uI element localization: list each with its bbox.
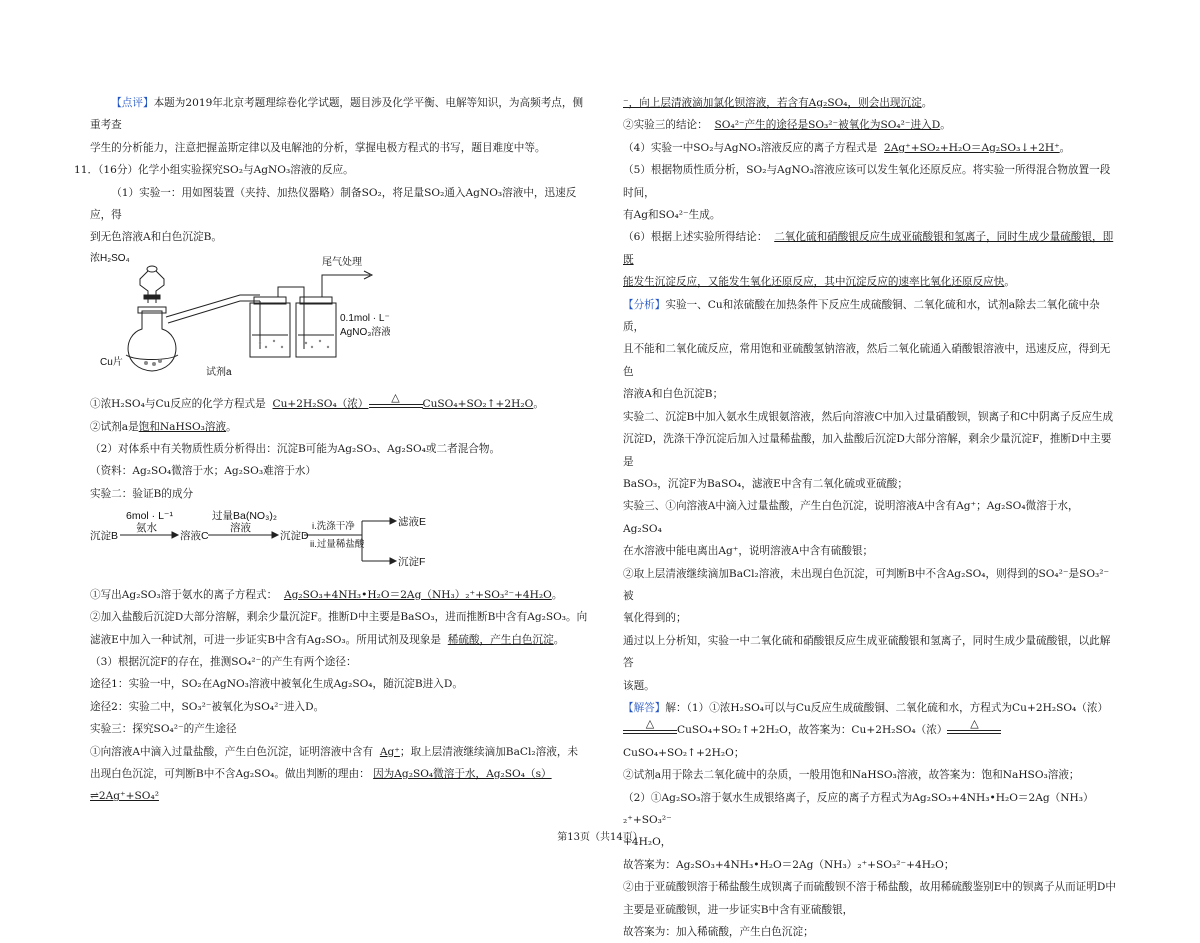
q3-1-line-2: 出现白色沉淀，可判断B中不含Ag₂SO₄。做出判断的理由： 因为Ag₂SO₄微溶于水，Ag₂SO₄（s）⇌2Ag⁺+SO₄² [90,767,552,803]
r3-answer: 2Ag⁺+SO₂+H₂O＝Ag₂SO₃↓+2H⁺ [884,141,1060,154]
r2-line: ②实验三的结论： SO₄²⁻产生的途径是SO₃²⁻被氧化为SO₄²⁻进入D。 [623,119,951,132]
flow-excess-ba: 过量Ba(NO₃)₂ [212,510,277,523]
flow-hcl: ii.过量稀盐酸 [310,539,365,551]
analysis-line-9: ②取上层清液继续滴加BaCl₂溶液，未出现白色沉淀，可判断B中不含Ag₂SO₄，则得到的SO₄²⁻是SO₃²⁻被 [623,567,1110,602]
analysis-line-6: BaSO₃，沉淀F为BaSO₄，滤液E中含有二氧化硫或亚硫酸； [623,477,908,490]
label-tail-gas: 尾气处理 [322,256,362,268]
apparatus-diagram [90,251,390,383]
flow-solution: 溶液 [230,522,251,535]
q3-1-answer: Ag⁺ [379,745,400,758]
flow-filtrate-e: 滤液E [398,516,427,529]
comment-tag: 【点评】 [111,97,154,109]
flow-wash: i.洗涤干净 [312,521,355,533]
flow-ppt-f: 沉淀F [398,556,426,569]
q3-1-reason: 因为Ag₂SO₄微溶于水，Ag₂SO₄（s）⇌2Ag⁺+SO₄² [90,767,552,803]
r4-line-2: 有Ag和SO₄²⁻生成。 [623,209,721,222]
answer-line-4: （2）①Ag₂SO₃溶于氨水生成银络离子，反应的离子方程式为Ag₂SO₃+4NH₃•H₂O＝2Ag（NH₃）₂⁺+SO₃²⁻ [623,791,1094,826]
flask-liquid [126,355,178,360]
heat-condition: △ [369,395,423,409]
exp2-title: 实验二：验证B的成分 [90,487,194,500]
answer-tag: 【解答】 [623,701,666,714]
round-bottom-flask [128,311,176,371]
r5-answer-2: 能发生沉淀反应，又能发生氧化还原反应，其中沉淀反应的速率比氧化还原反应快 [623,276,1005,289]
funnel-stopcock [144,295,160,299]
q1-2-answer: 饱和NaHSO₃溶液 [138,420,227,433]
answer-line-7: ②由于亚硫酸钡溶于稀盐酸生成钡离子而硫酸钡不溶于稀盐酸，故用稀硫酸鉴别E中的钡离子从而证明D中 [623,881,1116,894]
delivery-tube [166,295,260,323]
q2-1-line: ①写出Ag₂SO₃溶于氨水的离子方程式： Ag₂SO₃+4NH₃•H₂O＝2Ag（NH₃）₂⁺+SO₃²⁻+4H₂O。 [90,588,563,601]
answer-line-9: 故答案为：加入稀硫酸，产生白色沉淀； [623,926,814,939]
answer-line-3: ②试剂a用于除去二氧化硫中的杂质，一般用饱和NaHSO₃溶液，故答案为：饱和NaHSO₃溶液； [623,769,1080,782]
exp1-line-2: 到无色溶液A和白色沉淀B。 [90,231,222,244]
label-conc-h2so4: 浓H₂SO₄ [90,252,130,264]
gas-bottle-1 [250,303,290,357]
label-agno3: AgNO₃溶液 [340,326,390,338]
bottle-1-tubes [260,287,304,349]
flow-ammonia: 氨水 [136,522,157,535]
route-2: 途径2：实验二中，SO₃²⁻被氧化为SO₄²⁻进入D。 [90,700,325,713]
q2-2-line-2: 滤液E中加入一种试剂，可进一步证实B中含有Ag₂SO₃。所用试剂及现象是 稀硫酸，产生白色沉淀。 [90,633,565,646]
exp1-line-1: （1）实验一：用如图装置（夹持、加热仪器略）制备SO₂，将足量SO₂通入AgNO₃溶液中，迅速反应，得 [90,186,577,222]
analysis-tag: 【分析】 [623,298,666,311]
q3-line: （3）根据沉淀F的存在，推测SO₄²⁻的产生有两个途径： [90,655,357,668]
label-concentration: 0.1mol · L⁻¹ [340,312,390,324]
heat-condition-3: △ [947,721,1001,735]
r5-line-2: 能发生沉淀反应，又能发生氧化还原反应，其中沉淀反应的速率比氧化还原反应快。 [623,276,1015,289]
analysis-line-10: 氧化得到的； [623,612,687,625]
r1-line: ⁻，向上层清液滴加氯化钡溶液，若含有Ag₂SO₄，则会出现沉淀。 [623,97,933,109]
gas-bottle-2 [296,303,336,357]
answer-line-8: 主要是亚硫酸钡，进一步证实B中含有亚硫酸银， [623,903,854,916]
r3-line: （4）实验一中SO₂与AgNO₃溶液反应的离子方程式是 2Ag⁺+SO₂+H₂O＝Ag₂SO₃↓+2H⁺。 [623,141,1071,154]
comment-line-1: 【点评】本题为2019年北京考题理综卷化学试题，题目涉及化学平衡、电解等知识，为高频考点，侧重考查 [90,97,584,132]
flow-ppt-b: 沉淀B [90,530,119,543]
label-cu: Cu片 [100,356,123,368]
analysis-line-4: 实验二、沉淀B中加入氨水生成银氨溶液，然后向溶液C中加入过量硝酸钡，钡离子和C中阴离子反应生成 [623,410,1114,423]
q3-1-line-1: ①向溶液A中滴入过量盐酸，产生白色沉淀，证明溶液中含有 Ag⁺；取上层清液继续滴加BaCl₂溶液，未 [90,745,579,758]
apparatus-figure [90,251,590,391]
r4-line-1: （5）根据物质性质分析，SO₂与AgNO₃溶液应该可以发生氧化还原反应。将实验一所得混合物放置一段时间， [623,164,1111,199]
analysis-line-7: 实验三、①向溶液A中滴入过量盐酸，产生白色沉淀，说明溶液A中含有Ag⁺；Ag₂SO₄微溶于水，Ag₂SO₄ [623,500,1079,535]
comment-line-2: 学生的分析能力，注意把握盖斯定律以及电解池的分析，掌握电极方程式的书写，题目难度中等。 [90,141,546,154]
q2-line: （2）对体系中有关物质性质分析得出：沉淀B可能为Ag₂SO₃、Ag₂SO₄或二者混合物。 [90,443,501,456]
q2-2-line-1: ②加入盐酸后沉淀D大部分溶解，剩余少量沉淀F。推断D中主要是BaSO₃，进而推断B中含有Ag₂SO₃。向 [90,611,588,624]
r2-answer: SO₄²⁻产生的途径是SO₃²⁻被氧化为SO₄²⁻进入D [714,119,941,132]
flow-ammonia-conc: 6mol · L⁻¹ [126,510,173,523]
answer-line-2: △ CuSO₄+SO₂↑+2H₂O，故答案为：Cu+2H₂SO₄（浓） △ CuSO₄+SO₂↑+2H₂O； [623,719,1117,764]
heat-condition-2: △ [623,721,677,735]
answer-line-6: 故答案为：Ag₂SO₃+4NH₃•H₂O＝2Ag（NH₃）₂⁺+SO₃²⁻+4H₂O； [623,858,955,871]
flow-diagram [90,507,430,573]
label-reagent-a: 试剂a [206,366,232,378]
funnel-stopper [147,266,157,272]
answer-line-1: 【解答】解：（1）①浓H₂SO₄可以与Cu反应生成硫酸铜、二氧化硫和水，方程式为Cu+2H₂SO₄（浓） [623,701,1109,714]
page-footer: 第13页（共14页） [557,832,643,843]
left-column [74,92,590,808]
q2-reference: （资料：Ag₂SO₄微溶于水；Ag₂SO₃难溶于水） [90,465,317,478]
right-column [623,92,1117,943]
flow-ppt-d: 沉淀D [280,530,309,543]
q1-1-line: ①浓H₂SO₄与Cu反应的化学方程式是 Cu+2H₂SO₄（浓） △ CuSO₄+SO₂↑+2H₂O。 [90,391,544,411]
q1-1-answer: Cu+2H₂SO₄（浓） △ CuSO₄+SO₂↑+2H₂O [272,391,534,411]
analysis-line-1: 【分析】实验一、Cu和浓硫酸在加热条件下反应生成硫酸铜、二氧化硫和水，试剂a除去二氧化硫中杂质， [623,298,1100,334]
answer-line-5: +4H₂O， [623,836,672,849]
flow-figure [90,507,590,581]
analysis-line-3: 溶液A和白色沉淀B； [623,388,724,401]
r5-answer-1: 二氧化硫和硝酸银反应生成亚硫酸银和氢离子，同时生成少量硫酸银，即既 [623,231,1114,266]
q1-2-line: ②试剂a是饱和NaHSO₃溶液。 [90,420,237,433]
exp3-title: 实验三：探究SO₄²⁻的产生途径 [90,723,237,736]
question-11-header: 11．（16分）化学小组实验探究SO₂与AgNO₃溶液的反应。 [74,164,354,177]
route-1: 途径1：实验一中，SO₂在AgNO₃溶液中被氧化生成Ag₂SO₄，随沉淀B进入D。 [90,678,463,691]
analysis-line-11: 通过以上分析知，实验一中二氧化硫和硝酸银反应生成亚硫酸银和氢离子，同时生成少量硫酸银，以此解答 [623,634,1111,670]
r1-answer: ⁻，向上层清液滴加氯化钡溶液，若含有Ag₂SO₄，则会出现沉淀 [623,97,922,109]
analysis-line-8: 在水溶液中能电离出Ag⁺，说明溶液A中含有硫酸银； [623,545,874,558]
q2-2-answer: 稀硫酸，产生白色沉淀 [447,633,554,646]
analysis-line-12: 该题。 [623,679,655,692]
analysis-line-5: 沉淀D，洗涤干净沉淀后加入过量稀盐酸，加入盐酸后沉淀D大部分溶解，剩余少量沉淀F，推断D中主要是 [623,433,1112,468]
analysis-line-2: 且不能和二氧化硫反应，常用饱和亚硫酸氢钠溶液，然后二氧化硫通入硝酸银溶液中，迅速反应，得到无色 [623,343,1111,378]
r5-line-1: （6）根据上述实验所得结论： 二氧化硫和硝酸银反应生成亚硫酸银和氢离子，同时生成少量硫酸银，即既 [623,231,1114,266]
q2-1-answer: Ag₂SO₃+4NH₃•H₂O＝2Ag（NH₃）₂⁺+SO₃²⁻+4H₂O [283,588,552,601]
flow-sol-c: 溶液C [180,530,209,543]
